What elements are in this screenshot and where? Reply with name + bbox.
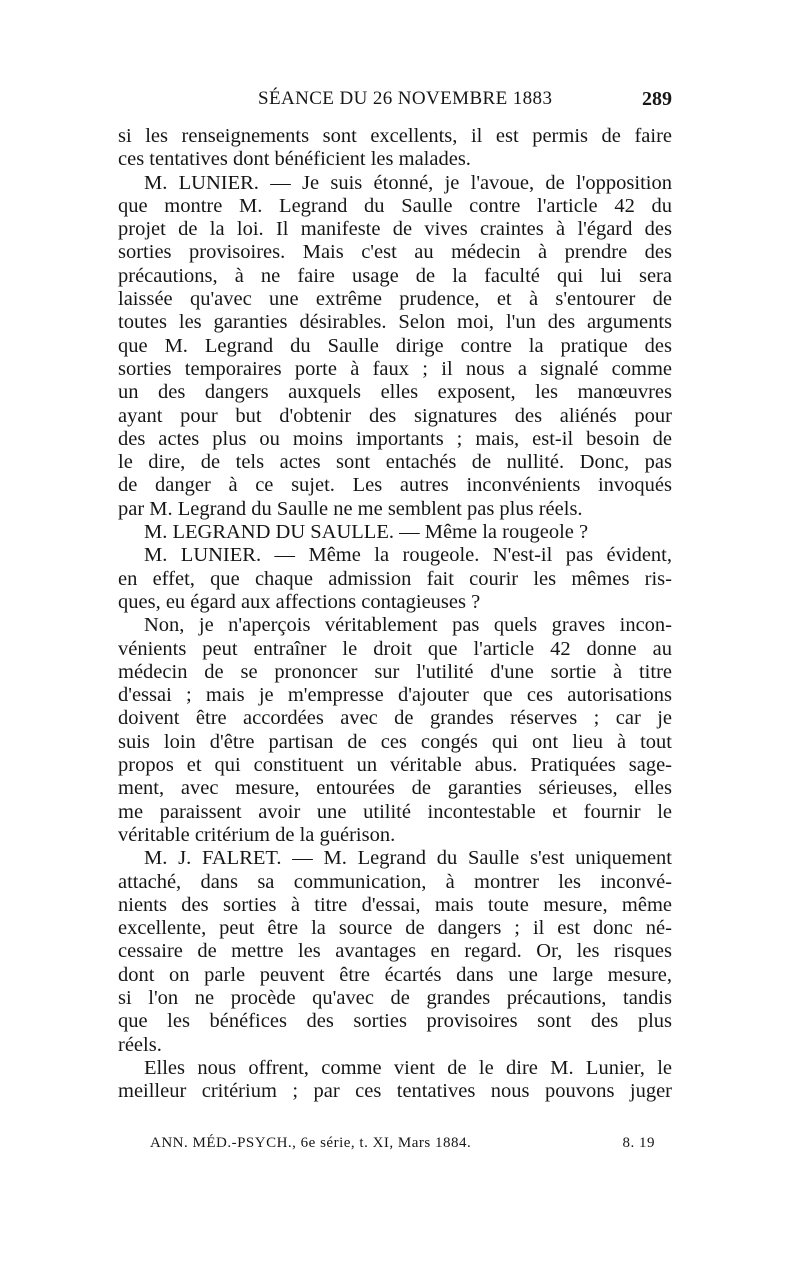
text-line: réels. [118,1033,162,1056]
text-line: si les renseignements sont excellents, il est permis de faire [118,125,672,147]
text-line: suis loin d'être partisan de ces congés qui ont lieu à tout [118,730,672,753]
text-line: ayant pour but d'obtenir des signatures des aliénés pour [118,404,672,427]
text-line: ques, eu égard aux affections contagieuses ? [118,590,481,613]
text-line: de danger à ce sujet. Les autres inconvénients invoqués [118,474,672,497]
text-line: ces tentatives dont bénéficient les malades. [118,148,471,171]
text-line: véritable critérium de la guérison. [118,823,396,846]
text-line: attaché, dans sa communication, à montrer les inconvé- [118,870,672,893]
body-text [118,125,672,1103]
text-line: ment, avec mesure, entourées de garanties sérieuses, elles [118,777,672,800]
text-line: dont on parle peuvent être écartés dans une large mesure, [118,963,672,986]
text-line: si l'on ne procède qu'avec de grandes précautions, tandis [118,986,672,1009]
text-line: excellente, peut être la source de dangers ; il est donc né- [118,917,672,940]
text-line: d'essai ; mais je m'empresse d'ajouter que ces autorisations [118,684,672,707]
text-line: nients des sorties à titre d'essai, mais toute mesure, même [118,893,672,916]
text-line: sorties provisoires. Mais c'est au médecin à prendre des [118,241,672,264]
text-line: doivent être accordées avec de grandes réserves ; car je [118,707,672,730]
text-line: propos et qui constituent un véritable abus. Pratiquées sage- [118,754,672,777]
page-number: 289 [642,88,672,110]
text-line: que les bénéfices des sorties provisoires sont des plus [118,1010,672,1033]
text-line: par M. Legrand du Saulle ne me semblent pas plus réels. [118,497,583,520]
journal-citation: ANN. MÉD.-PSYCH., 6e série, t. XI, Mars 1884. [150,1135,472,1151]
text-line: en effet, que chaque admission fait courir les mêmes ris- [118,567,672,590]
running-header [116,88,672,116]
text-line: M. LUNIER. — Je suis étonné, je l'avoue, de l'opposition [144,171,672,194]
text-line: M. LEGRAND DU SAULLE. — Même la rougeole ? [144,521,589,544]
header-title: SÉANCE DU 26 NOVEMBRE 1883 [258,88,553,109]
text-line: meilleur critérium ; par ces tentatives nous pouvons juger [118,1080,672,1103]
text-line: que montre M. Legrand du Saulle contre l'article 42 du [118,194,672,217]
text-line: médecin de se prononcer sur l'utilité d'une sortie à titre [118,660,672,683]
signature-mark: 8. 19 [622,1135,655,1151]
text-line: vénients peut entraîner le droit que l'article 42 donne au [118,637,672,660]
text-line: cessaire de mettre les avantages en regard. Or, les risques [118,940,672,963]
text-line: sorties temporaires porte à faux ; il nous a signalé comme [118,357,672,380]
text-line: Non, je n'aperçois véritablement pas quels graves incon- [144,614,672,637]
text-line: que M. Legrand du Saulle dirige contre la pratique des [118,334,672,357]
text-line: des actes plus ou moins importants ; mais, est-il besoin de [118,427,672,450]
text-line: le dire, de tels actes sont entachés de nullité. Donc, pas [118,451,672,474]
text-line: M. J. FALRET. — M. Legrand du Saulle s'est uniquement [144,847,672,870]
text-line: Elles nous offrent, comme vient de le dire M. Lunier, le [144,1056,672,1079]
text-line: projet de la loi. Il manifeste de vives craintes à l'égard des [118,218,672,241]
text-line: toutes les garanties désirables. Selon moi, l'un des arguments [118,311,672,334]
text-line: un des dangers auxquels elles exposent, les manœuvres [118,381,672,404]
text-line: M. LUNIER. — Même la rougeole. N'est-il pas évident, [144,544,672,567]
text-line: précautions, à ne faire usage de la faculté qui lui sera [118,264,672,287]
text-line: me paraissent avoir une utilité incontestable et fournir le [118,800,672,823]
page-footer [150,1135,655,1159]
text-line: laissée qu'avec une extrême prudence, et à s'entourer de [118,288,672,311]
